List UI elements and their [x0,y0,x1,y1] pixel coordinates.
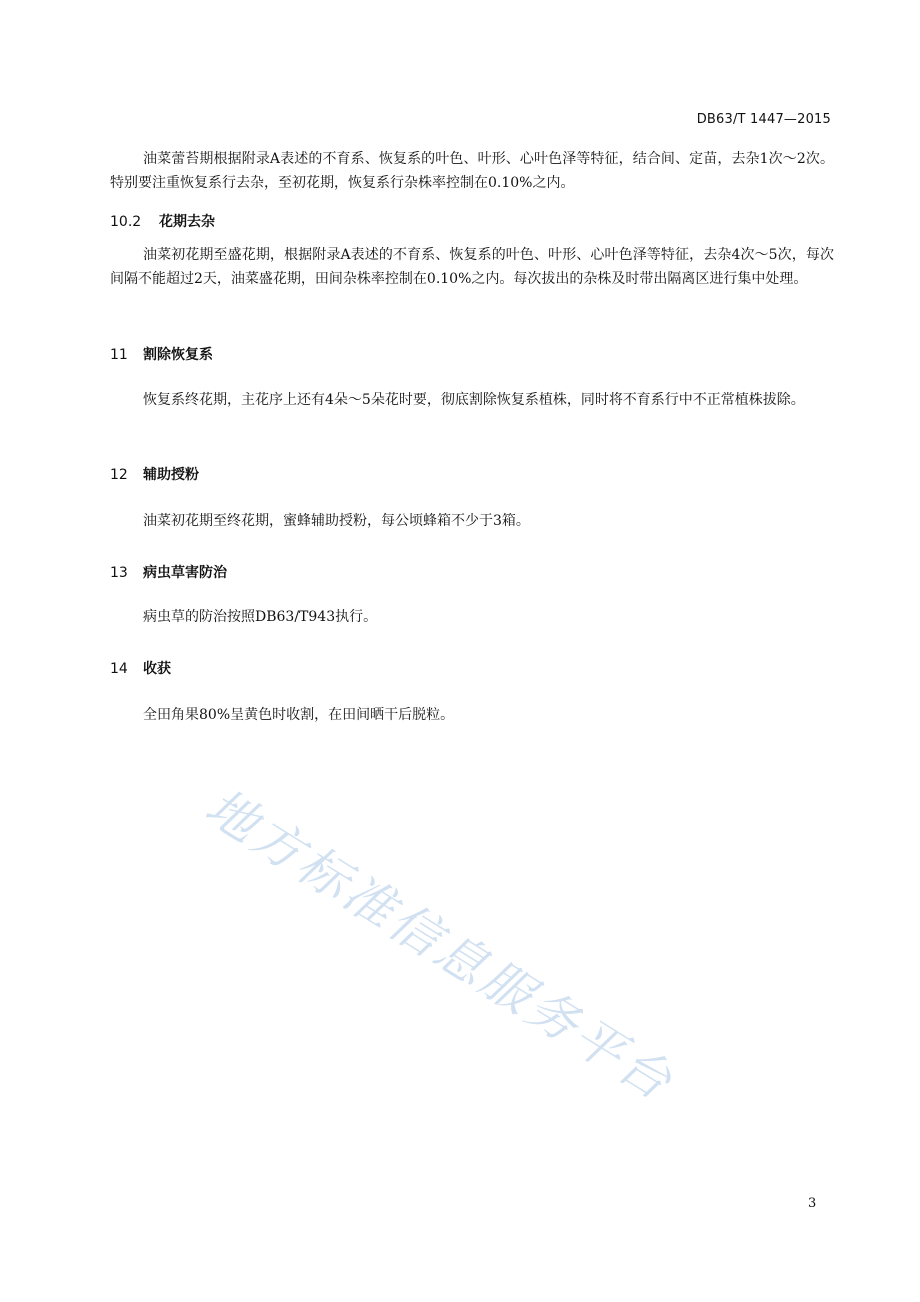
section-heading-13 [110,562,227,582]
section-title: 辅助授粉 [143,467,199,483]
watermark: 地方标准信息服务平台 [195,777,685,1113]
section-title: 病虫草害防治 [143,565,227,581]
section-number: 12 [110,467,128,483]
section-number: 11 [110,347,128,363]
document-code: DB63/T 1447—2015 [696,112,831,127]
section-heading-14 [110,658,171,678]
paragraph-harvest: 全田角果80%呈黄色时收割，在田间晒干后脱粒。 [143,707,455,723]
section-title: 花期去杂 [159,214,215,230]
page-number: 3 [808,1196,817,1211]
section-number: 13 [110,565,128,581]
section-heading-10-2 [110,211,215,231]
section-title: 割除恢复系 [143,347,213,363]
section-number: 14 [110,661,128,677]
section-heading-11 [110,344,213,364]
section-number: 10.2 [110,214,142,230]
paragraph-bud-stage: 油菜蕾苔期根据附录A表述的不育系、恢复系的叶色、叶形、心叶色泽等特征，结合间、定苗，去杂1次～2次。特别要注重恢复系行去杂，至初花期，恢复系行杂株率控制在0.10%之内。 [110,151,834,191]
paragraph-cut-restorer: 恢复系终花期，主花序上还有4朵～5朵花时要，彻底割除恢复系植株，同时将不育系行中不正常植株拔除。 [143,392,805,408]
section-title: 收获 [143,661,171,677]
paragraph-pollination: 油菜初花期至终花期，蜜蜂辅助授粉，每公顷蜂箱不少于3箱。 [143,513,530,529]
section-heading-12 [110,464,199,484]
paragraph-pest-control: 病虫草的防治按照DB63/T943执行。 [143,609,378,625]
paragraph-flowering-rogue: 油菜初花期至盛花期，根据附录A表述的不育系、恢复系的叶色、叶形、心叶色泽等特征，去杂4次～5次，每次间隔不能超过2天，油菜盛花期，田间杂株率控制在0.10%之内。每次拔出的杂株及时带出隔离区进行集中处理。 [110,247,834,287]
